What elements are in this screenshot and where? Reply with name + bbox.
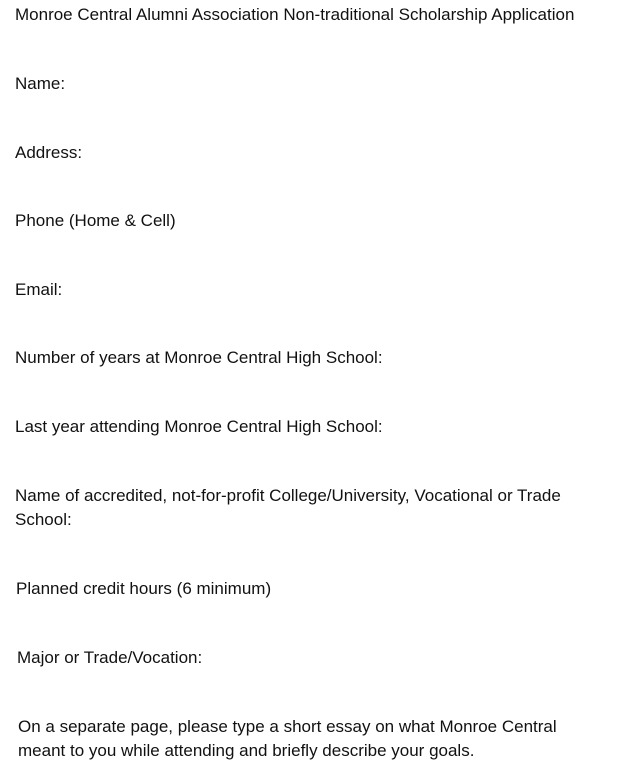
credit-hours-label: Planned credit hours (6 minimum) xyxy=(16,579,272,598)
years-at-school-label: Number of years at Monroe Central High School: xyxy=(15,348,383,367)
essay-instruction-line2: meant to you while attending and briefly describe your goals. xyxy=(18,741,475,760)
college-label-line2: School: xyxy=(15,510,72,529)
name-label: Name: xyxy=(15,74,66,93)
address-label: Address: xyxy=(15,143,83,162)
college-label-line1: Name of accredited, not-for-profit College/University, Vocational or Trade xyxy=(15,486,561,505)
essay-instruction-line1: On a separate page, please type a short essay on what Monroe Central xyxy=(18,717,557,736)
major-label: Major or Trade/Vocation: xyxy=(17,648,203,667)
form-title: Monroe Central Alumni Association Non-traditional Scholarship Application xyxy=(15,5,575,24)
email-label: Email: xyxy=(15,280,63,299)
last-year-label: Last year attending Monroe Central High School: xyxy=(15,417,383,436)
phone-label: Phone (Home & Cell) xyxy=(15,211,176,230)
